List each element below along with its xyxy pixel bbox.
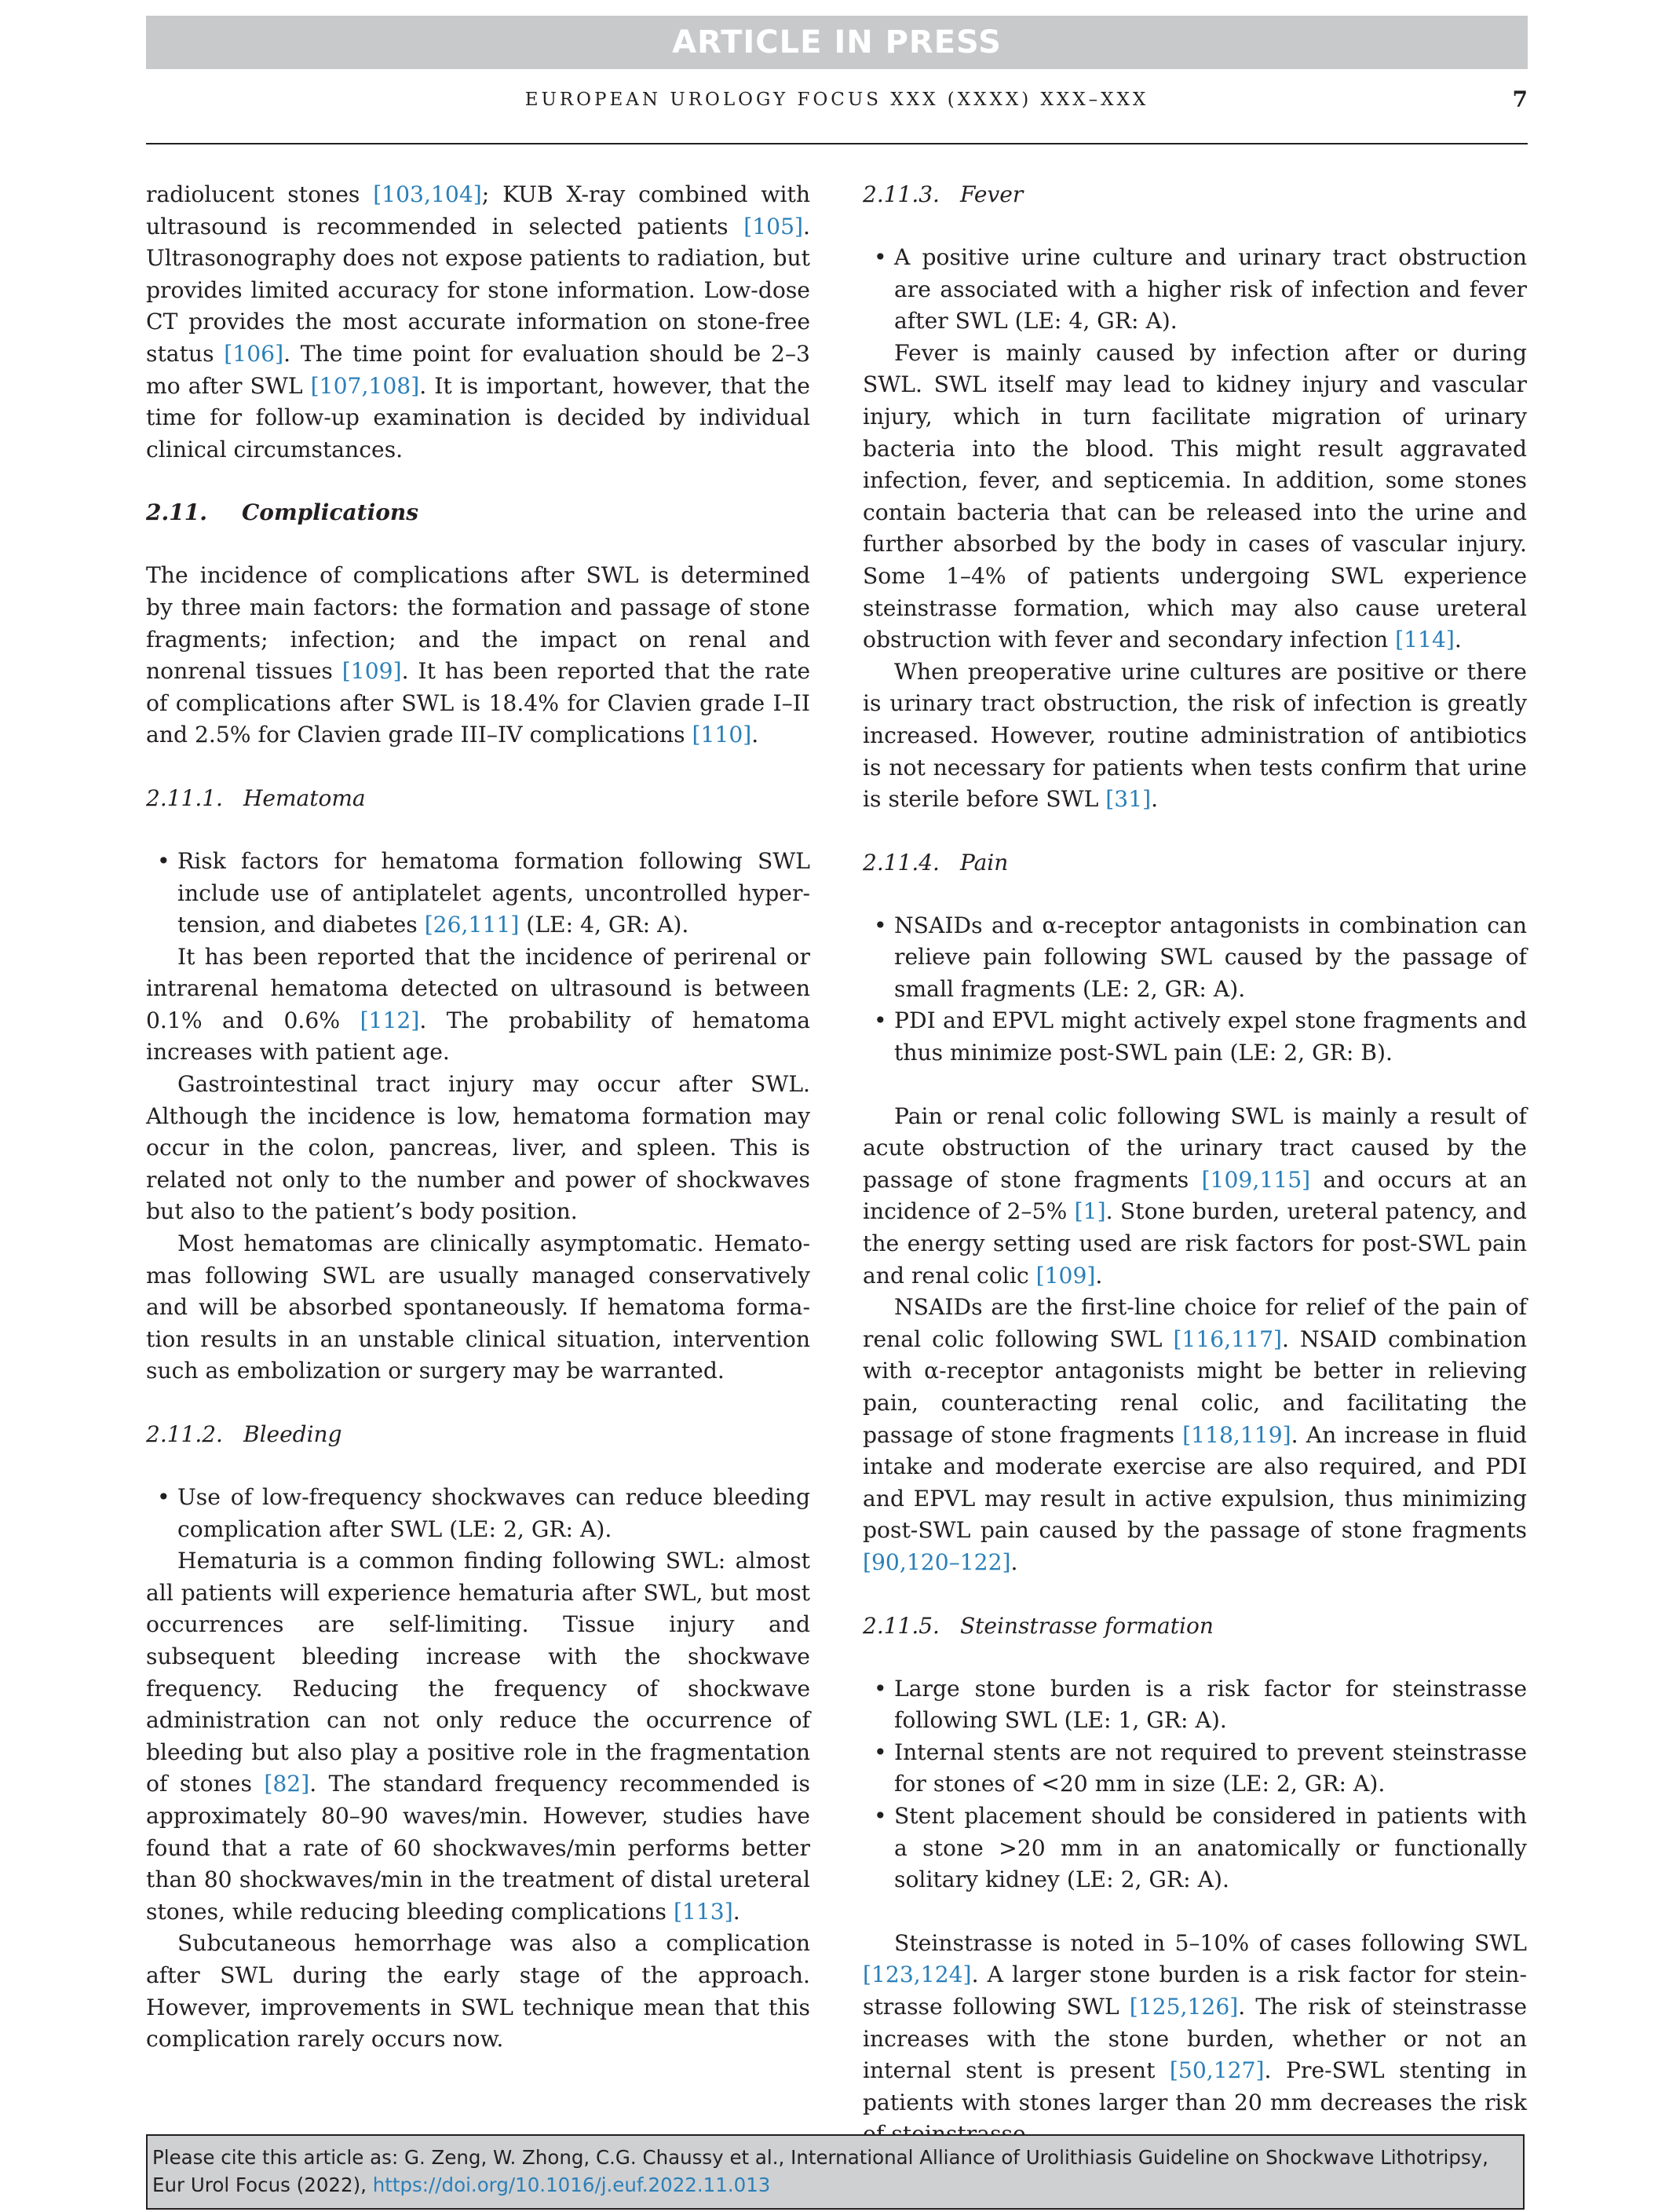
body-text: Use of low-frequency shockwaves can reduce bleeding complication after SWL (LE: 2, GR: A).	[177, 1484, 810, 1542]
body-text: . The time point for evaluation should be 2–3 mo after SWL	[146, 340, 810, 399]
citation-reference-link[interactable]: [110]	[692, 722, 752, 748]
body-text: NSAIDs are the first-line choice for relief of the pain of renal colic following SWL	[863, 1294, 1527, 1352]
body-text: .	[1010, 1548, 1018, 1575]
body-text: Large stone burden is a risk factor for steinstrasse following SWL (LE: 1, GR: A).	[894, 1675, 1527, 1734]
doi-link[interactable]: https://doi.org/10.1016/j.euf.2022.11.013	[372, 2174, 771, 2196]
citation-reference-link[interactable]: [31]	[1105, 786, 1152, 813]
body-text: . Stone burden, ureteral patency, and the energy setting used are risk factors for post-SWL pain and renal colic	[863, 1198, 1527, 1289]
citation-reference-link[interactable]: [113]	[673, 1898, 733, 1925]
body-text: .	[732, 1898, 740, 1925]
body-text: . The probability of hematoma increases with patient age.	[146, 1007, 811, 1066]
body-text: . NSAID combination with α-receptor antagonists might be better in relieving pain, counteracting renal colic, and facilitating the passage of stone fragments	[863, 1325, 1527, 1448]
recommendation-list	[146, 1482, 810, 1545]
citation-reference-link[interactable]: [109]	[1035, 1262, 1096, 1289]
bullet-icon: •	[874, 244, 887, 270]
paragraph	[146, 560, 810, 751]
bullet-icon: •	[874, 1802, 887, 1829]
citation-reference-link[interactable]: [118,119]	[1182, 1421, 1291, 1448]
recommendation-list	[863, 242, 1527, 338]
bullet-icon: •	[874, 1739, 887, 1765]
body-text: .	[1454, 627, 1462, 653]
citation-reference-link[interactable]: [82]	[264, 1771, 310, 1797]
subsection-heading-steinstrasse: 2.11.5. Steinstrasse formation	[863, 1612, 1214, 1639]
body-text: . It has been reported that the rate of complications after SWL is 18.4% for Clavien grade I–II and 2.5% for Clavien grade III–IV complications	[146, 658, 811, 748]
body-text: PDI and EPVL might actively expel stone fragments and thus minimize post-SWL pain (LE: 2, GR: B).	[894, 1007, 1527, 1066]
recommendation-list	[146, 846, 810, 941]
body-text: .	[751, 722, 759, 748]
citation-reference-link[interactable]: [106]	[224, 340, 284, 367]
body-text: radiolucent stones	[146, 181, 374, 207]
body-text: Steinstrasse is noted in 5–10% of cases following SWL	[894, 1929, 1527, 1956]
paragraph	[146, 1228, 810, 1388]
article-in-press-banner: ARTICLE IN PRESS	[146, 16, 1528, 69]
paragraph	[863, 1101, 1527, 1292]
citation-reference-link[interactable]: [107,108]	[310, 372, 420, 399]
body-text: Hematuria is a common finding following SWL: almost all patients will experience hematuria after SWL, but most occurrences are self-limiting. Tissue injury and subsequent bleeding increase with the shockwave frequency. Reducing the frequency of shockwave administration can not only reduce the occurrence of bleeding but also play a positive role in the fragmentation of stones	[146, 1548, 810, 1797]
paragraph	[863, 1928, 1527, 2151]
recommendation-item	[863, 910, 1527, 1006]
body-text: Internal stents are not required to prevent steinstrasse for stones of <20 mm in size (LE: 2, GR: A).	[894, 1739, 1527, 1797]
body-text: and occurs at an incidence of 2–5%	[863, 1166, 1527, 1225]
body-text: . The standard frequency recommended is approximately 80–90 waves/min. However, studies have found that a rate of 60 shockwaves/min performs better than 80 shockwaves/min in the treatment of distal ureteral stones, while reducing bleeding complications	[146, 1771, 810, 1925]
citation-reference-link[interactable]: [114]	[1395, 627, 1455, 653]
citation-reference-link[interactable]: [105]	[743, 213, 804, 239]
body-text: NSAIDs and α-receptor antagonists in combination can relieve pain following SWL caused by the passage of small fragments (LE: 2, GR: A).	[894, 912, 1527, 1002]
citation-box	[146, 2134, 1525, 2210]
body-text: . A larger stone burden is a risk factor for steinstrasse following SWL	[863, 1962, 1527, 2020]
body-text: . Ultrasonography does not expose patients to radiation, but provides limited accuracy for stone information. Low-dose CT provides the most accurate information on stone-free status	[146, 213, 810, 367]
recommendation-item	[863, 242, 1527, 338]
citation-reference-link[interactable]: [103,104]	[373, 181, 482, 207]
bullet-icon: •	[157, 847, 170, 874]
citation-reference-link[interactable]: [90,120–122]	[863, 1548, 1011, 1575]
bullet-icon: •	[874, 1675, 887, 1702]
left-column	[146, 179, 810, 2056]
bullet-icon: •	[874, 1007, 887, 1034]
body-text: ; KUB X-ray combined with ultrasound is recommended in selected patients	[146, 181, 810, 239]
subsection-heading-bleeding: 2.11.2. Bleeding	[146, 1421, 342, 1447]
section-heading-complications: 2.11. Complications	[146, 499, 418, 526]
body-text: Pain or renal colic following SWL is mainly a result of acute obstruction of the urinary tract caused by the passage of stone fragments	[863, 1102, 1527, 1193]
bullet-icon: •	[874, 912, 887, 938]
citation-reference-link[interactable]: [26,111]	[424, 912, 520, 938]
body-text: Subcutaneous hemorrhage was also a complication after SWL during the early stage of the approach. However, improvements in SWL technique mean that this complication rarely occurs now.	[146, 1930, 810, 2053]
paragraph	[146, 1545, 810, 1928]
paragraph	[863, 656, 1527, 816]
page-number: 7	[1512, 86, 1528, 112]
right-column	[863, 179, 1527, 2151]
recommendation-item	[146, 1482, 810, 1545]
body-text: Stent placement should be considered in patients with a stone >20 mm in an anatomically or functionally solitary kidney (LE: 2, GR: A).	[894, 1802, 1527, 1893]
body-text: Most hematomas are clinically asymptomatic. Hematomas following SWL are usually managed conservatively and will be absorbed spontaneously. If hematoma formation results in an unstable clinical situation, intervention such as embolization or surgery may be warranted.	[146, 1230, 810, 1384]
recommendation-list	[863, 1673, 1527, 1896]
body-text: When preoperative urine cultures are positive or there is urinary tract obstruction, the risk of infection is greatly increased. However, routine administration of antibiotics is not necessary for patients when tests confirm that urine is sterile before SWL	[863, 658, 1527, 813]
recommendation-item	[863, 1673, 1527, 1737]
body-text: Risk factors for hematoma formation following SWL include use of antiplatelet agents, uncontrolled hypertension, and diabetes	[177, 847, 810, 938]
journal-running-head: EUROPEAN UROLOGY FOCUS XXX (XXXX) XXX–XXX	[524, 90, 1149, 110]
citation-reference-link[interactable]: [50,127]	[1169, 2057, 1265, 2084]
subsection-heading-hematoma: 2.11.1. Hematoma	[146, 784, 366, 811]
citation-reference-link[interactable]: [116,117]	[1173, 1325, 1282, 1352]
paragraph	[146, 1069, 810, 1228]
body-text: .	[1151, 786, 1159, 813]
recommendation-item	[863, 1005, 1527, 1069]
header-rule	[146, 143, 1528, 144]
body-text: It has been reported that the incidence of perirenal or intrarenal hematoma detected on ultrasound is between 0.1% and 0.6%	[146, 943, 810, 1033]
body-text: A positive urine culture and urinary tract obstruction are associated with a higher risk of infection and fever after SWL (LE: 4, GR: A).	[894, 244, 1527, 335]
bullet-icon: •	[157, 1484, 170, 1510]
paragraph	[146, 1928, 810, 2055]
paragraph	[863, 1292, 1527, 1578]
body-text: . An increase in fluid intake and moderate exercise are also required, and PDI and EPVL may result in active expulsion, thus minimizing post-SWL pain caused by the passage of stone fragments	[863, 1421, 1528, 1544]
recommendation-item	[863, 1737, 1527, 1801]
citation-reference-link[interactable]: [112]	[360, 1007, 420, 1033]
paragraph	[146, 179, 810, 466]
body-text: . The risk of steinstrasse increases with the stone burden, whether or not an internal stent is present	[863, 1993, 1527, 2084]
body-text: .	[1095, 1262, 1103, 1289]
citation-reference-link[interactable]: [125,126]	[1129, 1993, 1239, 2020]
subsection-heading-pain: 2.11.4. Pain	[863, 849, 1009, 876]
citation-reference-link[interactable]: [109,115]	[1201, 1166, 1311, 1193]
body-text: The incidence of complications after SWL is determined by three main factors: the formation and passage of stone fragments; infection; and the impact on renal and nonrenal tissues	[146, 562, 810, 685]
paragraph	[863, 338, 1527, 656]
body-text: . Pre-SWL stenting in patients with stones larger than 20 mm decreases the risk	[863, 2057, 1528, 2115]
citation-reference-link[interactable]: [109]	[341, 658, 402, 685]
body-text: (LE: 4, GR: A).	[519, 912, 689, 938]
body-text: Gastrointestinal tract injury may occur after SWL. Although the incidence is low, hematoma formation may occur in the colon, pancreas, liver, and spleen. This is related not only to the number and power of shockwaves but also to the patient’s body position.	[146, 1071, 810, 1225]
subsection-heading-fever: 2.11.3. Fever	[863, 181, 1024, 207]
body-text: . It is important, however, that the time for follow-up examination is decided by individual clinical circumstances.	[146, 372, 810, 463]
citation-text: Please cite this article as: G. Zeng, W. Zhong, C.G. Chaussy et al., International Alliance of Urolithiasis Guideline on Shockwave Lithotripsy, Eur Urol Focus (2022),	[152, 2146, 1488, 2196]
body-text: Fever is mainly caused by infection after or during SWL. SWL itself may lead to kidney injury and vascular injury, which in turn facilitate migration of urinary bacteria into the blood. This might result aggravated infection, fever, and septicemia. In addition, some stones contain bacteria that can be released into the urine and further absorbed by the body in cases of vascular injury. Some 1–4% of patients undergoing SWL experience steinstrasse formation, which may also cause ureteral obstruction with fever and secondary infection	[863, 339, 1527, 653]
paragraph	[146, 941, 810, 1069]
citation-reference-link[interactable]: [1]	[1074, 1198, 1106, 1225]
recommendation-item	[146, 846, 810, 941]
recommendation-item	[863, 1801, 1527, 1896]
recommendation-list	[863, 910, 1527, 1069]
citation-reference-link[interactable]: [123,124]	[863, 1962, 972, 1988]
